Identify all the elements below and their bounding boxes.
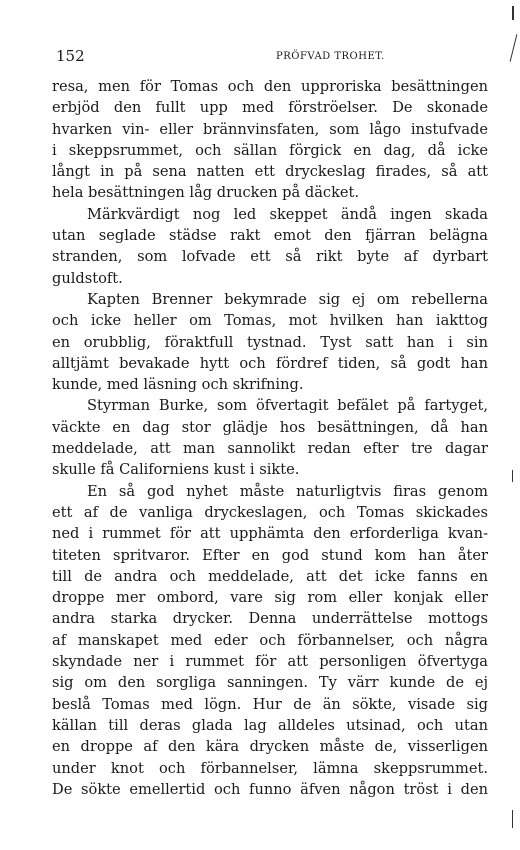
text-line: källan till deras glada lag alldeles utsinad, och utan (52, 716, 488, 734)
page-edge-mark (510, 34, 518, 61)
text-line: alltjämt bevakade hytt och fördref tiden, så godt han (52, 354, 488, 372)
text-line: guldstoft. (52, 269, 123, 287)
text-line: ned i rummet för att upphämta den erforderliga kvan- (52, 525, 488, 543)
text-line: resa, men för Tomas och den upproriska besättningen (52, 78, 488, 95)
text-line: skyndade ner i rummet för att personligen öfvertyga (52, 653, 488, 671)
text-line: hvarken vin- eller brännvinsfaten, som lågo instufvade (52, 120, 488, 138)
text-line: kunde, med läsning och skrifning. (52, 376, 304, 394)
page-header (50, 47, 470, 69)
text-line: droppe mer ombord, vare sig rom eller konjak eller (52, 589, 488, 607)
text-line: en droppe af den kära drycken måste de, visserligen (52, 738, 488, 756)
page-edge-mark (512, 810, 513, 828)
text-line: till de andra och meddelade, att det icke fanns en (52, 567, 488, 585)
page-edge-mark (512, 470, 513, 482)
text-line: långt in på sena natten ett dryckeslag firades, så att (52, 163, 488, 181)
text-line: af manskapet med eder och förbannelser, och några (52, 631, 488, 649)
text-line: skulle få Californiens kust i sikte. (52, 461, 300, 479)
text-line: stranden, som lofvade ett så rikt byte af dyrbart (52, 248, 488, 266)
body-text (52, 76, 488, 800)
text-line: i skeppsrummet, och sällan förgick en dag, då icke (52, 141, 488, 159)
text-line: en orubblig, föraktfull tystnad. Tyst satt han i sin (52, 333, 488, 351)
text-line: titeten spritvaror. Efter en god stund kom han åter (52, 546, 488, 564)
text-line: En så god nyhet måste naturligtvis firas genom (87, 482, 488, 500)
text-line: meddelade, att man sannolikt redan efter tre dagar (52, 440, 488, 458)
text-line: utan seglade städse rakt emot den fjärran belägna (52, 227, 488, 245)
text-line: beslå Tomas med lögn. Hur de än sökte, visade sig (52, 695, 488, 713)
text-line: erbjöd den fullt upp med förströelser. De skonade (52, 99, 488, 117)
text-line: väckte en dag stor glädje hos besättningen, då han (52, 418, 488, 436)
text-line: hela besättningen låg drucken på däcket. (52, 184, 360, 202)
page-edge-mark (512, 6, 514, 20)
text-line: sig om den sorgliga sanningen. Ty värr kunde de ej (52, 674, 488, 692)
text-line: under knot och förbannelser, lämna skeppsrummet. (52, 759, 488, 777)
text-line: andra starka drycker. Denna underrättelse mottogs (52, 610, 488, 628)
running-title: PRÖFVAD TROHET. (276, 51, 385, 62)
text-line: och icke heller om Tomas, mot hvilken han iakttog (52, 312, 488, 330)
text-line: De sökte emellertid och funno äfven någon tröst i den (52, 780, 488, 798)
page-number: 152 (56, 47, 85, 65)
text-line: Kapten Brenner bekymrade sig ej om rebellerna (87, 290, 488, 308)
text-line: ett af de vanliga dryckeslagen, och Tomas skickades (52, 503, 488, 521)
text-line: Märkvärdigt nog led skeppet ändå ingen skada (87, 205, 488, 223)
text-line: Styrman Burke, som öfvertagit befälet på fartyget, (87, 397, 488, 415)
